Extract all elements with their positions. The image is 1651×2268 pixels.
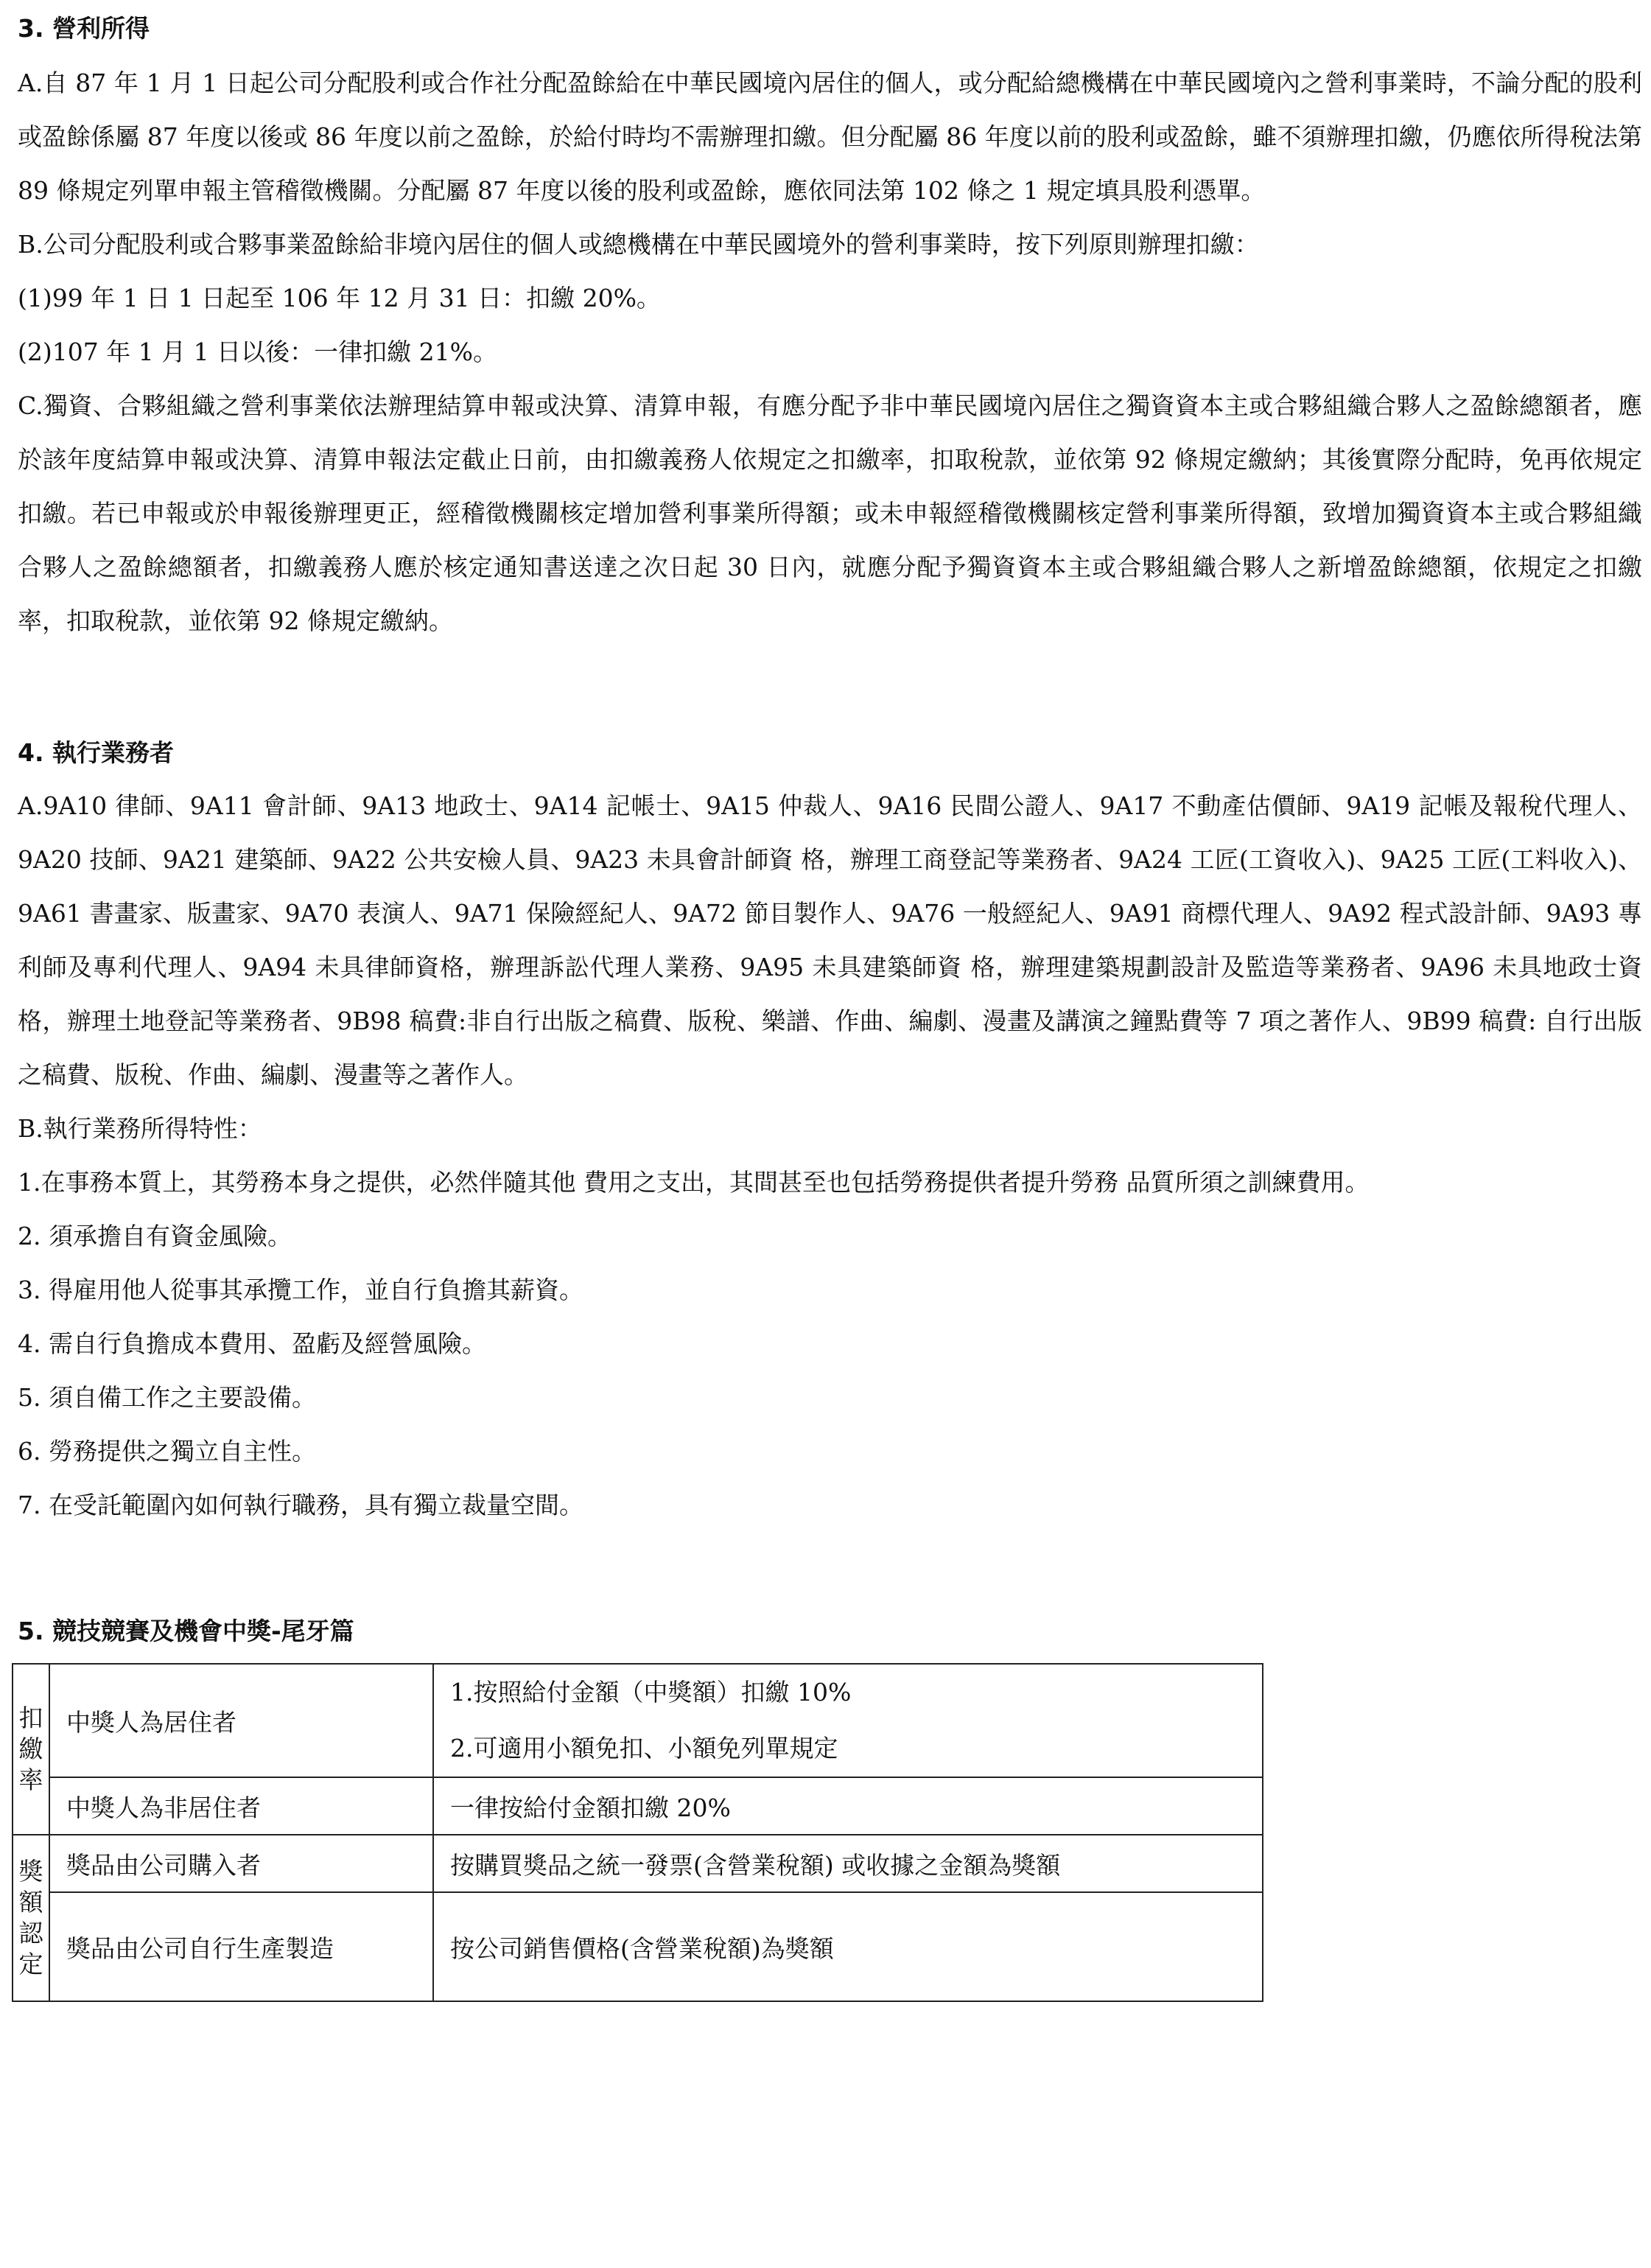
table-row — [13, 1777, 1263, 1835]
non-resident-winner-rule: 一律按給付金額扣繳 20% — [433, 1777, 1263, 1835]
self-produced-prize-label: 獎品由公司自行生產製造 — [49, 1892, 433, 2001]
table-row — [13, 1892, 1263, 2001]
section-4-item-5: 5. 須自備工作之主要設備。 — [18, 1383, 316, 1412]
resident-rule-1: 1.按照給付金額（中獎額）扣繳 10% — [450, 1678, 852, 1707]
section-3-para-a: A.自 87 年 1 月 1 日起公司分配股利或合作社分配盈餘給在中華民國境內居住的個人，或分配給總機構在中華民國境內之營利事業時，不論分配的股利或盈餘係屬 87 年度以後或 86 年度以前之盈餘，於給付時均不需辦理扣繳。但分配屬 86 年度以前的股利或盈餘，雖不須辦理扣繳，仍應依所得稅法第 89 條規定列單申報主管稽徵機關。分配屬 87 年度以後的股利或盈餘，應依同法第 102 條之 1 規定填具股利憑單。 — [18, 69, 1642, 205]
prize-withholding-table — [12, 1663, 1263, 2002]
section-4-item-1: 1.在事務本質上，其勞務本身之提供，必然伴隨其他 費用之支出，其間甚至也包括勞務提供者提升勞務 品質所須之訓練費用。 — [18, 1168, 1370, 1197]
section-4-item-6: 6. 勞務提供之獨立自主性。 — [18, 1437, 316, 1466]
section-4-para-a: A.9A10 律師、9A11 會計師、9A13 地政士、9A14 記帳士、9A15 仲裁人、9A16 民間公證人、9A17 不動產估價師、9A19 記帳及報稅代理人、9A20 技師、9A21 建築師、9A22 公共安檢人員、9A23 未具會計師資 格，辦理工商登記等業務者、9A24 工匠(工資收入)、9A25 工匠(工料收入)、9A61 書畫家、版畫家、9A70 表演人、9A71 保險經紀人、9A72 節目製作人、9A76 一般經紀人、9A91 商標代理人、9A92 程式設計師、9A93 專利師及專利代理人、9A94 未具律師資格，辦理訴訟代理人業務、9A95 未具建築師資 格，辦理建築規劃設計及監造等業務者、9A96 未具地政士資 格，辦理土地登記等業務者、9B98 稿費:非自行出版之稿費、版稅、樂譜、作曲、編劇、漫畫及講演之鐘點費等 7 項之著作人、9B99 稿費: 自行出版之稿費、版稅、作曲、編劇、漫畫等之著作人。 — [18, 791, 1642, 1089]
section-3-item-b2: (2)107 年 1 月 1 日以後：一律扣繳 21%。 — [18, 337, 498, 366]
section-3-para-b: B.公司分配股利或合夥事業盈餘給非境內居住的個人或總機構在中華民國境外的營利事業時，按下列原則辦理扣繳： — [18, 230, 1259, 259]
section-3-item-b1: (1)99 年 1 日 1 日起至 106 年 12 月 31 日：扣繳 20%。 — [18, 284, 661, 312]
section-3-para-c: C.獨資、合夥組織之營利事業依法辦理結算申報或決算、清算申報，有應分配予非中華民國境內居住之獨資資本主或合夥組織合夥人之盈餘總額者，應於該年度結算申報或決算、清算申報法定截止日前，由扣繳義務人依規定之扣繳率，扣取稅款，並依第 92 條規定繳納；其後實際分配時，免再依規定扣繳。若已申報或於申報後辦理更正，經稽徵機關核定增加營利事業所得額；或未申報經稽徵機關核定營利事業所得額，致增加獨資資本主或合夥組織合夥人之盈餘總額者，扣繳義務人應於核定通知書送達之次日起 30 日內，就應分配予獨資資本主或合夥組織合夥人之新增盈餘總額，依規定之扣繳率，扣取稅款，並依第 92 條規定繳納。 — [18, 391, 1642, 635]
purchased-prize-rule: 按購買獎品之統一發票(含營業稅額) 或收據之金額為獎額 — [433, 1835, 1263, 1892]
section-3-heading: 3. 營利所得 — [18, 14, 150, 43]
section-4-heading: 4. 執行業務者 — [18, 738, 174, 767]
prize-value-group-label: 獎 額 認 定 — [13, 1835, 49, 2001]
resident-winner-label: 中獎人為居住者 — [49, 1664, 433, 1777]
self-produced-prize-rule: 按公司銷售價格(含營業稅額)為獎額 — [433, 1892, 1263, 2001]
section-4-item-7: 7. 在受託範圍內如何執行職務，具有獨立裁量空間。 — [18, 1491, 583, 1519]
withholding-rate-group-label: 扣 繳 率 — [13, 1664, 49, 1835]
non-resident-winner-label: 中獎人為非居住者 — [49, 1777, 433, 1835]
section-4-item-4: 4. 需自行負擔成本費用、盈虧及經營風險。 — [18, 1329, 486, 1358]
section-4-para-b: B.執行業務所得特性： — [18, 1114, 262, 1143]
table-row — [13, 1835, 1263, 1892]
table-row — [13, 1664, 1263, 1777]
section-4-item-3: 3. 得雇用他人從事其承攬工作，並自行負擔其薪資。 — [18, 1275, 583, 1304]
resident-rule-2: 2.可適用小額免扣、小額免列單規定 — [450, 1734, 838, 1763]
section-5-heading: 5. 競技競賽及機會中獎-尾牙篇 — [18, 1617, 354, 1645]
resident-winner-rules — [433, 1664, 1263, 1777]
section-4-item-2: 2. 須承擔自有資金風險。 — [18, 1222, 292, 1250]
document-page — [18, 10, 1642, 2002]
purchased-prize-label: 獎品由公司購入者 — [49, 1835, 433, 1892]
